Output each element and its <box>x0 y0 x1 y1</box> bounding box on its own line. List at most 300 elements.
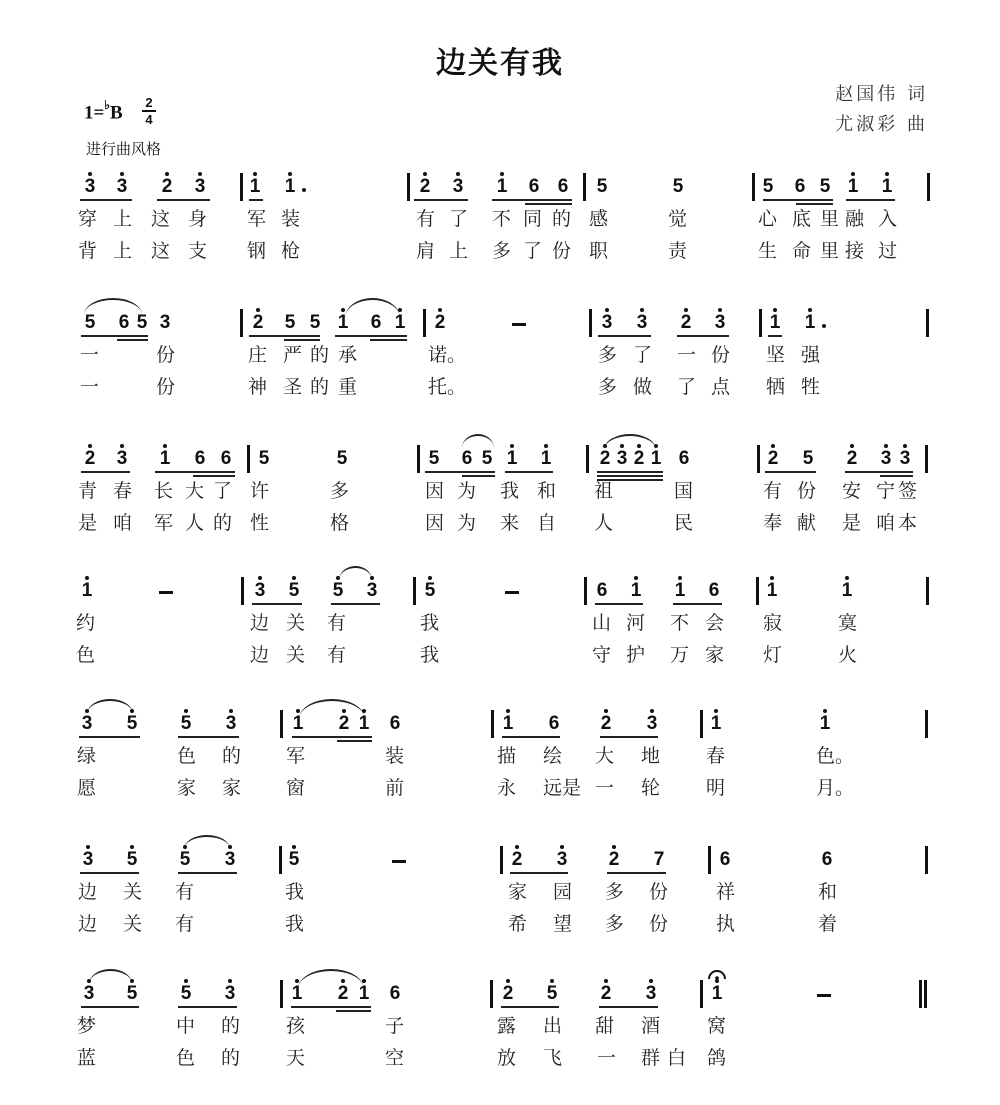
lyric-verse-1: 绿 <box>77 745 97 767</box>
lyric-verse-1: 诺。 <box>428 344 467 366</box>
lyric-verse-1: 一 <box>677 344 697 366</box>
note: 3 <box>632 313 652 333</box>
beam-underline <box>796 203 833 205</box>
beam-underline <box>502 736 560 738</box>
barline <box>490 980 493 1008</box>
high-octave-dot <box>288 172 292 176</box>
high-octave-dot <box>229 709 233 713</box>
lyric-verse-1: 酒 <box>641 1015 661 1037</box>
beam-underline <box>80 199 132 201</box>
lyric-verse-2: 有 <box>327 644 347 666</box>
lyric-verse-2: 护 <box>626 644 646 666</box>
beam-underline <box>252 603 302 605</box>
lyric-verse-1: 寞 <box>838 612 858 634</box>
beam-underline <box>595 603 643 605</box>
note: 5 <box>176 984 196 1004</box>
note: 5 <box>176 714 196 734</box>
lyric-verse-1: 严 <box>283 344 303 366</box>
note: 3 <box>362 581 382 601</box>
lyric-verse-2: 我 <box>420 644 440 666</box>
beam-underline <box>597 475 663 477</box>
note: 3 <box>250 581 270 601</box>
note: 2 <box>507 850 527 870</box>
lyric-verse-2: 望 <box>553 913 573 935</box>
lyric-verse-1: 入 <box>878 208 898 230</box>
lyric-verse-2: 色 <box>176 1047 196 1069</box>
note: 2 <box>248 313 268 333</box>
note: 3 <box>79 984 99 1004</box>
high-octave-dot <box>515 845 519 849</box>
lyric-verse-1: 边 <box>78 881 98 903</box>
beam-underline <box>284 339 320 341</box>
lyric-verse-2: 鸽 <box>707 1047 727 1069</box>
lyric-verse-2: 着 <box>818 913 838 935</box>
barline <box>708 846 711 874</box>
time-signature <box>142 96 156 126</box>
lyric-verse-1: 祖 <box>594 480 614 502</box>
high-octave-dot <box>714 709 718 713</box>
lyric-verse-2: 多 <box>598 376 618 398</box>
beam-underline <box>845 471 913 473</box>
beam-underline <box>291 1006 371 1008</box>
lyric-verse-2: 生 <box>758 240 778 262</box>
beam-underline <box>763 199 833 201</box>
lyric-verse-2: 做 <box>633 376 653 398</box>
lyric-verse-1: 和 <box>537 480 557 502</box>
lyric-verse-1: 我 <box>500 480 520 502</box>
note: 2 <box>763 449 783 469</box>
high-octave-dot <box>885 172 889 176</box>
tempo-style-marking: 进行曲风格 <box>86 140 162 158</box>
note: 5 <box>802 448 814 469</box>
note: 1 <box>155 449 175 469</box>
barline <box>700 980 703 1008</box>
note: 5 <box>122 850 142 870</box>
beam-underline <box>337 740 372 742</box>
lyric-verse-2: 蓝 <box>77 1047 97 1069</box>
barline <box>413 577 416 605</box>
lyric-verse-2: 上 <box>113 240 133 262</box>
beam-underline <box>370 339 407 341</box>
beam-underline <box>425 471 495 473</box>
lyric-verse-1: 青 <box>78 480 98 502</box>
note: 1 <box>762 581 782 601</box>
note: 1 <box>280 177 300 197</box>
slur-tie <box>298 969 364 989</box>
key-prefix: 1= <box>84 102 105 124</box>
high-octave-dot <box>198 172 202 176</box>
lyric-verse-2: 的 <box>310 376 330 398</box>
beam-underline <box>501 1006 559 1008</box>
beam-underline <box>331 603 380 605</box>
barline <box>926 577 929 605</box>
lyric-verse-1: 感 <box>589 208 609 230</box>
note: 3 <box>612 449 632 469</box>
note: 2 <box>842 449 862 469</box>
barline <box>756 577 759 605</box>
high-octave-dot <box>649 979 653 983</box>
beam-underline <box>880 475 913 477</box>
slur-tie <box>89 969 132 984</box>
note: 6 <box>389 983 401 1004</box>
lyric-verse-1: 庄 <box>248 344 268 366</box>
note: 6 <box>548 713 560 734</box>
barline <box>925 710 928 738</box>
high-octave-dot <box>771 444 775 448</box>
lyric-verse-2: 支 <box>188 240 208 262</box>
note: 1 <box>646 449 666 469</box>
augmentation-dot <box>302 188 306 192</box>
lyric-verse-2: 希 <box>508 913 528 935</box>
lyric-verse-2: 份 <box>552 240 572 262</box>
note: 2 <box>676 313 696 333</box>
note: 6 <box>794 176 806 197</box>
beam-underline <box>336 1010 371 1012</box>
lyric-verse-1: 大 <box>185 480 205 502</box>
final-double-barline <box>919 980 927 1008</box>
lyric-verse-1: 甜 <box>595 1015 615 1037</box>
lyric-verse-2: 万 <box>670 644 690 666</box>
barline <box>240 309 243 337</box>
beam-underline <box>178 736 239 738</box>
note: 1 <box>765 313 785 333</box>
note: 2 <box>595 449 615 469</box>
note: 2 <box>157 177 177 197</box>
beam-underline <box>157 199 210 201</box>
high-octave-dot <box>256 308 260 312</box>
lyric-verse-1: 子 <box>385 1015 405 1037</box>
barline <box>586 445 589 473</box>
beam-underline <box>599 1006 658 1008</box>
note: 6 <box>557 176 569 197</box>
note: 5 <box>762 176 774 197</box>
barline <box>417 445 420 473</box>
high-octave-dot <box>903 444 907 448</box>
lyric-verse-1: 有 <box>327 612 347 634</box>
barline <box>757 445 760 473</box>
lyric-verse-2: 的 <box>213 512 233 534</box>
high-octave-dot <box>120 444 124 448</box>
sustain-dash <box>392 860 406 863</box>
note: 6 <box>708 580 720 601</box>
slur-tie <box>604 434 656 450</box>
high-octave-dot <box>86 845 90 849</box>
note: 2 <box>415 177 435 197</box>
barline <box>925 445 928 473</box>
note: 1 <box>837 581 857 601</box>
barline <box>759 309 762 337</box>
high-octave-dot <box>500 172 504 176</box>
note: 5 <box>481 448 493 469</box>
lyric-verse-1: 的 <box>222 745 242 767</box>
high-octave-dot <box>773 308 777 312</box>
high-octave-dot <box>684 308 688 312</box>
lyric-verse-2: 牲 <box>801 376 821 398</box>
lyric-verse-2: 的 <box>221 1047 241 1069</box>
lyric-verse-2: 关 <box>286 644 306 666</box>
note: 3 <box>80 177 100 197</box>
beam-underline <box>510 872 568 874</box>
lyric-verse-1: 签 <box>898 480 918 502</box>
high-octave-dot <box>423 172 427 176</box>
beam-underline <box>768 335 782 337</box>
lyric-verse-1: 我 <box>285 881 305 903</box>
note: 3 <box>641 984 661 1004</box>
lyric-verse-2: 群 <box>641 1047 661 1069</box>
note: 6 <box>118 312 130 333</box>
lyric-verse-2: 边 <box>78 913 98 935</box>
lyric-verse-1: 不 <box>670 612 690 634</box>
beam-underline <box>292 736 372 738</box>
note: 7 <box>653 849 665 870</box>
lyric-verse-1: 许 <box>250 480 270 502</box>
high-octave-dot <box>456 172 460 176</box>
beam-underline <box>607 872 666 874</box>
high-octave-dot <box>165 172 169 176</box>
lyric-verse-2: 远是 <box>543 777 582 799</box>
note: 5 <box>284 581 304 601</box>
note: 1 <box>354 984 374 1004</box>
lyric-verse-1: 上 <box>113 208 133 230</box>
high-octave-dot <box>510 444 514 448</box>
lyric-verse-1: 春 <box>706 745 726 767</box>
lyric-verse-1: 出 <box>543 1015 563 1037</box>
lyric-verse-1: 露 <box>497 1015 517 1037</box>
high-octave-dot <box>258 576 262 580</box>
high-octave-dot <box>253 172 257 176</box>
note: 1 <box>390 313 410 333</box>
flat-icon: ♭ <box>104 98 110 112</box>
lyric-verse-2: 性 <box>250 512 270 534</box>
beam-underline <box>414 199 468 201</box>
slur-tie <box>299 699 365 719</box>
beam-underline <box>677 335 729 337</box>
lyric-verse-2: 民 <box>674 512 694 534</box>
lyric-verse-2: 多 <box>492 240 512 262</box>
lyric-verse-2: 神 <box>248 376 268 398</box>
lyric-verse-2: 份 <box>156 376 176 398</box>
beam-underline <box>79 736 140 738</box>
lyric-verse-1: 宁 <box>876 480 896 502</box>
barline <box>241 577 244 605</box>
lyric-verse-1: 祥 <box>716 881 736 903</box>
lyric-verse-1: 份 <box>156 344 176 366</box>
high-octave-dot <box>88 172 92 176</box>
key-signature <box>84 100 123 124</box>
lyric-verse-2: 放 <box>497 1047 517 1069</box>
note: 6 <box>461 448 473 469</box>
barline <box>423 309 426 337</box>
lyric-verse-2: 了 <box>677 376 697 398</box>
barline <box>240 173 243 201</box>
slur-tie <box>462 434 494 448</box>
slur-tie <box>87 699 133 714</box>
high-octave-dot <box>718 308 722 312</box>
note: 3 <box>220 850 240 870</box>
beam-underline <box>80 872 139 874</box>
augmentation-dot <box>822 324 826 328</box>
note: 3 <box>710 313 730 333</box>
lyric-verse-1: 地 <box>641 745 661 767</box>
note: 3 <box>220 984 240 1004</box>
note: 5 <box>672 176 684 197</box>
high-octave-dot <box>341 308 345 312</box>
high-octave-dot <box>650 709 654 713</box>
beam-underline <box>117 339 148 341</box>
note: 2 <box>629 449 649 469</box>
lyric-verse-1: 色。 <box>816 745 855 767</box>
lyric-verse-2: 人 <box>594 512 614 534</box>
note: 6 <box>194 448 206 469</box>
lyric-verse-1: 一 <box>80 344 100 366</box>
note: 5 <box>428 448 440 469</box>
lyric-verse-1: 这 <box>151 208 171 230</box>
beam-underline <box>178 872 237 874</box>
lyric-verse-2: 是 <box>78 512 98 534</box>
time-signature-top: 2 <box>145 95 153 110</box>
lyric-verse-2: 咱 <box>876 512 896 534</box>
lyric-verse-1: 为 <box>457 480 477 502</box>
note: 3 <box>552 850 572 870</box>
lyric-verse-1: 有 <box>416 208 436 230</box>
lyric-verse-1: 大 <box>595 745 615 767</box>
lyric-verse-1: 和 <box>818 881 838 903</box>
note: 6 <box>528 176 540 197</box>
note: 3 <box>876 449 896 469</box>
note: 3 <box>112 449 132 469</box>
note: 1 <box>536 449 556 469</box>
lyric-verse-1: 有 <box>763 480 783 502</box>
lyric-verse-2: 上 <box>449 240 469 262</box>
note: 3 <box>190 177 210 197</box>
note: 6 <box>596 580 608 601</box>
note: 1 <box>670 581 690 601</box>
note: 5 <box>284 850 304 870</box>
lyric-verse-1: 园 <box>553 881 573 903</box>
high-octave-dot <box>292 845 296 849</box>
sustain-dash <box>505 591 519 594</box>
beam-underline <box>765 471 816 473</box>
lyric-verse-2: 家 <box>222 777 242 799</box>
lyric-verse-1: 承 <box>338 344 358 366</box>
high-octave-dot <box>808 308 812 312</box>
lyric-verse-2: 点 <box>711 376 731 398</box>
note: 6 <box>370 312 382 333</box>
lyric-verse-1: 国 <box>674 480 694 502</box>
barline <box>583 173 586 201</box>
lyric-verse-1: 会 <box>705 612 725 634</box>
lyric-verse-1: 份 <box>711 344 731 366</box>
high-octave-dot <box>550 979 554 983</box>
beam-underline <box>193 475 235 477</box>
lyric-verse-2: 本 <box>898 512 918 534</box>
lyric-verse-2: 关 <box>123 913 143 935</box>
lyric-verse-2: 月。 <box>816 777 855 799</box>
slur-tie <box>345 298 400 318</box>
note: 6 <box>220 448 232 469</box>
lyric-verse-1: 中 <box>176 1015 196 1037</box>
high-octave-dot <box>640 308 644 312</box>
lyric-verse-2: 守 <box>592 644 612 666</box>
sustain-dash <box>159 591 173 594</box>
barline <box>927 173 930 201</box>
note: 5 <box>309 312 321 333</box>
note: 5 <box>542 984 562 1004</box>
beam-underline <box>335 335 407 337</box>
note: 6 <box>719 849 731 870</box>
lyric-verse-1: 多 <box>605 881 625 903</box>
lyric-verse-1: 里 <box>820 208 840 230</box>
lyric-verse-1: 穿 <box>78 208 98 230</box>
song-title: 边关有我 <box>436 46 564 81</box>
note: 6 <box>678 448 690 469</box>
lyric-verse-2: 永 <box>497 777 517 799</box>
note: 2 <box>430 313 450 333</box>
high-octave-dot <box>163 444 167 448</box>
lyric-verse-1: 关 <box>123 881 143 903</box>
high-octave-dot <box>678 576 682 580</box>
lyric-verse-1: 山 <box>592 612 612 634</box>
lyric-verse-1: 安 <box>842 480 862 502</box>
beam-underline <box>81 1006 139 1008</box>
lyric-verse-2: 窗 <box>286 777 306 799</box>
note: 1 <box>288 714 308 734</box>
high-octave-dot <box>544 444 548 448</box>
lyric-verse-2: 命 <box>792 240 812 262</box>
lyric-verse-2: 一 <box>597 1047 617 1069</box>
lyric-verse-1: 绘 <box>543 745 563 767</box>
lyric-verse-2: 天 <box>286 1047 306 1069</box>
lyric-verse-1: 融 <box>845 208 865 230</box>
note: 1 <box>843 177 863 197</box>
high-octave-dot <box>438 308 442 312</box>
lyric-verse-2: 火 <box>838 644 858 666</box>
note: 2 <box>334 714 354 734</box>
lyric-verse-2: 轮 <box>641 777 661 799</box>
lyric-verse-2: 格 <box>330 512 350 534</box>
slur-tie <box>339 566 372 580</box>
high-octave-dot <box>604 709 608 713</box>
lyric-verse-2: 里 <box>820 240 840 262</box>
lyric-verse-2: 执 <box>716 913 736 935</box>
fermata-icon <box>708 965 726 975</box>
lyric-verse-1: 心 <box>758 208 778 230</box>
lyric-verse-1: 长 <box>154 480 174 502</box>
lyric-verse-1: 觉 <box>668 208 688 230</box>
lyric-verse-2: 灯 <box>763 644 783 666</box>
lyric-verse-1: 同 <box>523 208 543 230</box>
lyric-verse-2: 是 <box>842 512 862 534</box>
lyric-verse-2: 自 <box>537 512 557 534</box>
note: 5 <box>122 714 142 734</box>
high-octave-dot <box>130 845 134 849</box>
high-octave-dot <box>634 576 638 580</box>
lyric-verse-1: 多 <box>598 344 618 366</box>
barline <box>500 846 503 874</box>
note: 5 <box>284 312 296 333</box>
lyric-verse-1: 多 <box>330 480 350 502</box>
note: 1 <box>706 714 726 734</box>
lyric-verse-1: 色 <box>177 745 197 767</box>
lyric-verse-2: 多 <box>605 913 625 935</box>
lyric-verse-2: 职 <box>589 240 609 262</box>
lyric-verse-2: 色 <box>76 644 96 666</box>
barline <box>407 173 410 201</box>
note: 6 <box>821 849 833 870</box>
lyric-verse-1: 了 <box>633 344 653 366</box>
beam-underline <box>525 203 572 205</box>
lyric-verse-1: 家 <box>508 881 528 903</box>
